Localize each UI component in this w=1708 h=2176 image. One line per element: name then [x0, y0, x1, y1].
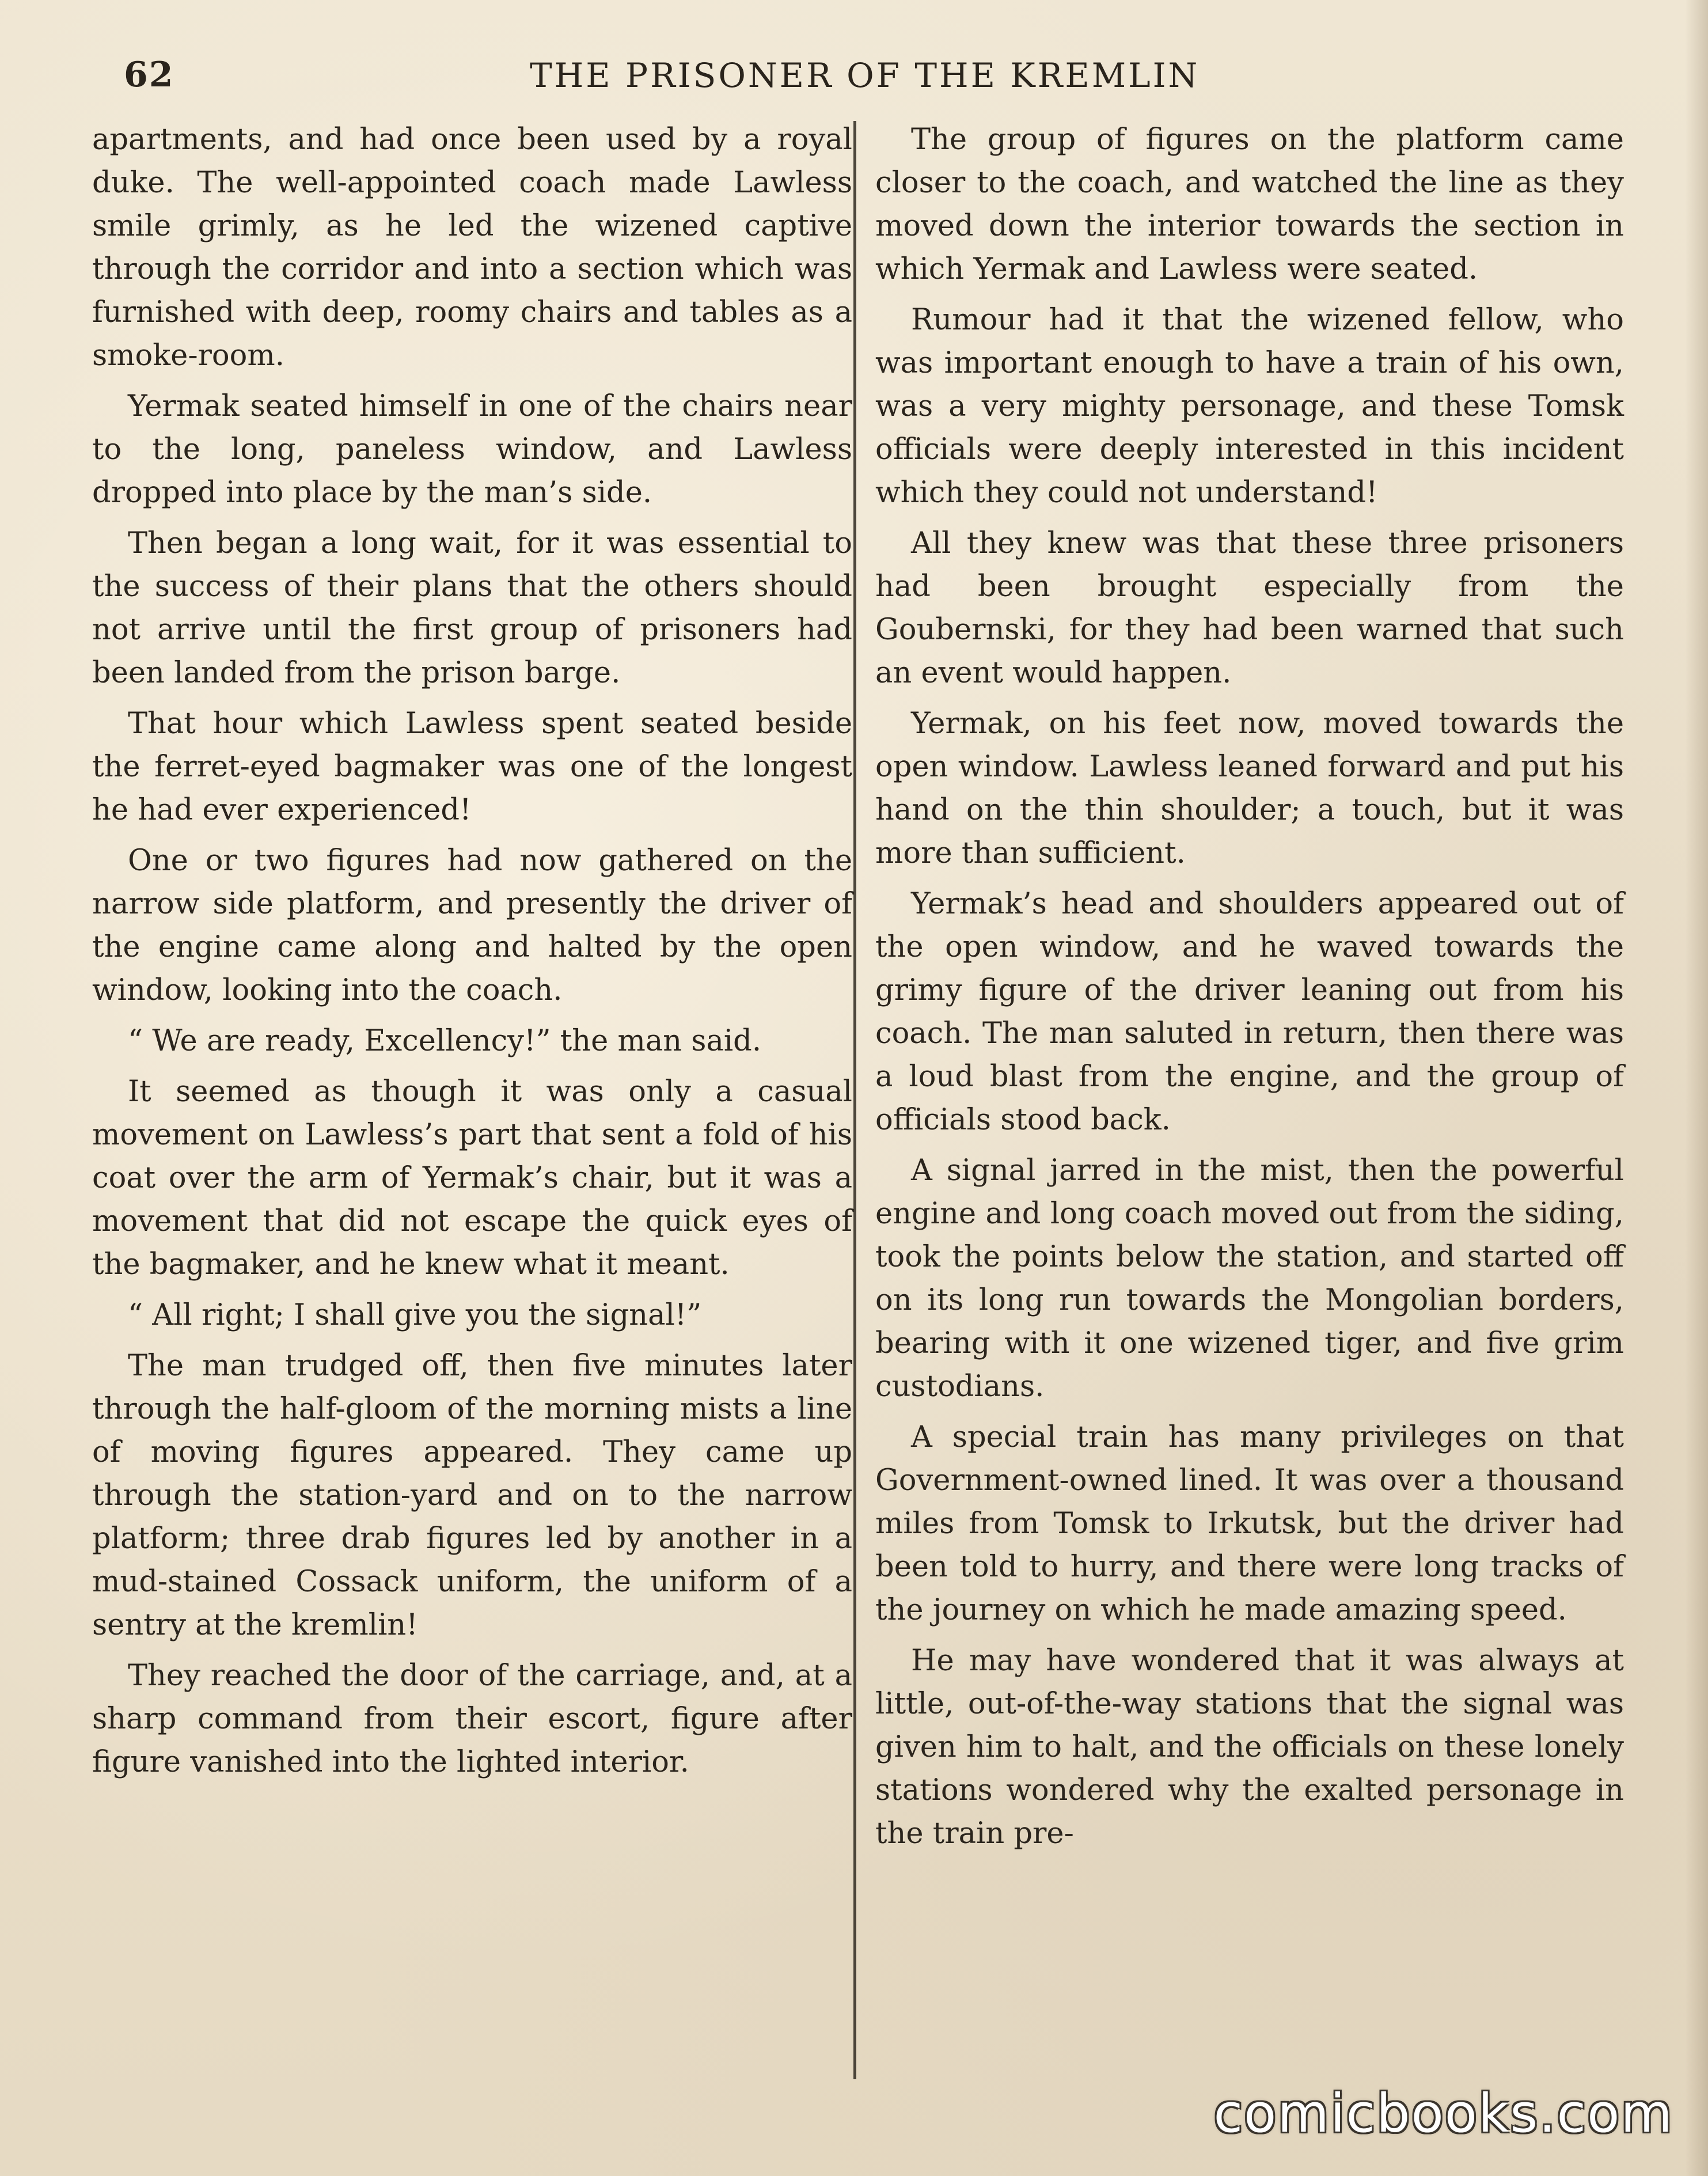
paragraph: A signal jarred in the mist, then the powerful engine and long coach moved out from the siding, took the points below the station, and started off on its long run towards the Mongolian borders, bearing with it one wizened tiger, and five grim custodians. — [875, 1154, 1624, 1404]
paragraph: The group of figures on the platform came closer to the coach, and watched the line as they moved down the interior towards the section in which Yermak and Lawless were seated. — [875, 123, 1624, 286]
paragraph: They reached the door of the carriage, and, at a sharp command from their escort, figure after figure vanished into the lighted interior. — [92, 1659, 852, 1779]
paragraph: The man trudged off, then five minutes later through the half-gloom of the morning mists a line of moving figures appeared. They came up through the station-yard and on to the narrow platform; three drab figures led by another in a mud-stained Cossack uniform, the uniform of a sentry at the kremlin! — [92, 1349, 852, 1642]
paragraph: It seemed as though it was only a casual movement on Lawless’s part that sent a fold of his coat over the arm of Yermak’s chair, but it was a movement that did not escape the quick eyes of the bagmaker, and he knew what it meant. — [92, 1075, 852, 1282]
paragraph: apartments, and had once been used by a royal duke. The well-appointed coach made Lawless smile grimly, as he led the wizened captive through the corridor and into a section which was furnished with deep, roomy chairs and tables as a smoke-room. — [92, 123, 852, 373]
paragraph: He may have wondered that it was always at little, out-of-the-way stations that the signal was given him to halt, and the officials on these lonely stations wondered why the exalted personage in the train pre- — [875, 1644, 1624, 1851]
left-column — [92, 118, 852, 1791]
page-number: 62 — [124, 55, 174, 95]
paragraph: That hour which Lawless spent seated beside the ferret-eyed bagmaker was one of the longest he had ever experienced! — [92, 707, 852, 827]
page-header — [92, 49, 1639, 101]
running-title: THE PRISONER OF THE KREMLIN — [530, 56, 1200, 95]
paragraph: A special train has many privileges on that Government-owned lined. It was over a thousand miles from Tomsk to Irkutsk, but the driver had been told to hurry, and there were long tracks of the journey on which he made amazing speed. — [875, 1420, 1624, 1627]
page-edge-shadow — [1685, 0, 1708, 2176]
paragraph: Yermak’s head and shoulders appeared out of the open window, and he waved towards the grimy figure of the driver leaning out from his coach. The man saluted in return, then there was a loud blast from the engine, and the group of officials stood back. — [875, 887, 1624, 1137]
paragraph: “ We are ready, Excellency!” the man said. — [128, 1024, 762, 1058]
paragraph: One or two figures had now gathered on the narrow side platform, and presently the driver of the engine came along and halted by the open window, looking into the coach. — [92, 844, 852, 1007]
paragraph: Then began a long wait, for it was essential to the success of their plans that the others should not arrive until the first group of prisoners had been landed from the prison barge. — [92, 526, 852, 690]
paragraph: Yermak seated himself in one of the chairs near to the long, paneless window, and Lawless dropped into place by the man’s side. — [92, 389, 852, 510]
right-column — [875, 118, 1624, 1863]
paragraph: “ All right; I shall give you the signal!” — [128, 1298, 702, 1332]
paragraph: Rumour had it that the wizened fellow, who was important enough to have a train of his own, was a very mighty personage, and these Tomsk officials were deeply interested in this incident which they could not understand! — [875, 303, 1624, 510]
paragraph: Yermak, on his feet now, moved towards the open window. Lawless leaned forward and put his hand on the thin shoulder; a touch, but it was more than sufficient. — [875, 707, 1624, 870]
column-divider — [853, 121, 856, 2079]
watermark-logo: comicbooks.com — [1213, 2083, 1673, 2144]
paragraph: All they knew was that these three prisoners had been brought especially from the Goubernski, for they had been warned that such an event would happen. — [875, 526, 1624, 690]
